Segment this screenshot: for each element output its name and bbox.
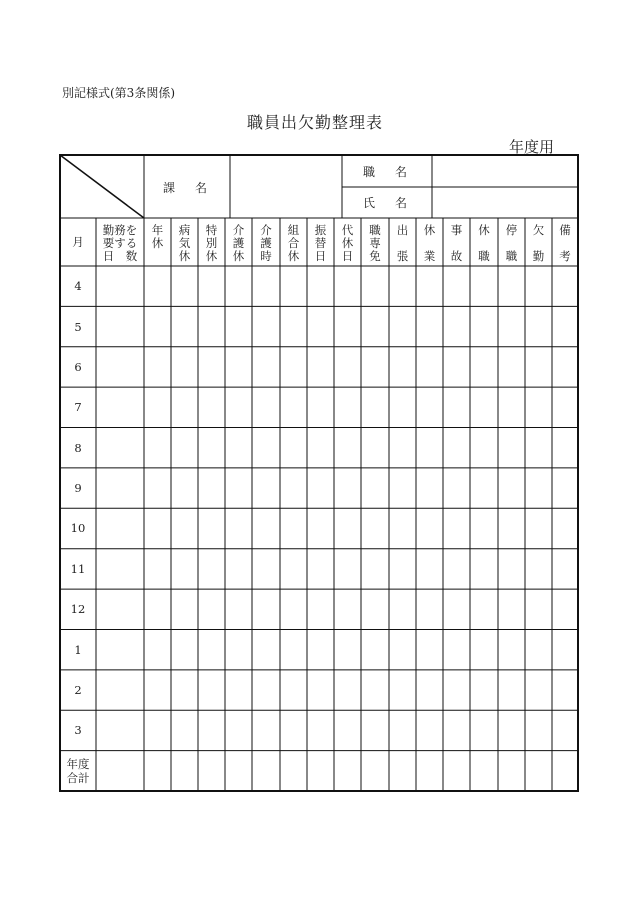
- table-cell-sick-leave[interactable]: [171, 549, 198, 589]
- table-cell-care-hours[interactable]: [252, 428, 280, 468]
- table-cell-care-leave[interactable]: [225, 670, 252, 710]
- table-cell-special-leave[interactable]: [198, 589, 225, 629]
- month-row-label: 9: [74, 481, 82, 496]
- table-cell-sick-leave[interactable]: [171, 508, 198, 548]
- table-cell-absence[interactable]: [525, 549, 552, 589]
- table-cell-annual-leave[interactable]: [144, 508, 171, 548]
- table-cell-transfer-day[interactable]: [307, 508, 334, 548]
- table-cell-leave-of-absence[interactable]: [470, 710, 498, 750]
- table-cell-suspension[interactable]: [498, 589, 525, 629]
- column-header-text: 停 職: [505, 223, 518, 263]
- table-cell-required-days[interactable]: [96, 306, 144, 346]
- table-cell-required-days[interactable]: [96, 629, 144, 669]
- table-cell-suspension[interactable]: [498, 508, 525, 548]
- table-cell-remarks[interactable]: [552, 266, 578, 306]
- table-cell-care-leave[interactable]: [225, 751, 252, 791]
- table-cell-sick-leave[interactable]: [171, 428, 198, 468]
- column-header-business-trip: [389, 218, 416, 266]
- table-cell-required-days[interactable]: [96, 589, 144, 629]
- table-cell-leave-of-absence[interactable]: [470, 670, 498, 710]
- table-cell-absence[interactable]: [525, 347, 552, 387]
- table-cell-union-leave[interactable]: [280, 428, 307, 468]
- table-cell-transfer-day[interactable]: [307, 629, 334, 669]
- table-cell-remarks[interactable]: [552, 589, 578, 629]
- table-cell-care-hours[interactable]: [252, 629, 280, 669]
- table-cell-union-leave[interactable]: [280, 508, 307, 548]
- table-cell-business-trip[interactable]: [389, 266, 416, 306]
- table-cell-transfer-day[interactable]: [307, 710, 334, 750]
- table-cell-union-leave[interactable]: [280, 266, 307, 306]
- table-cell-care-hours[interactable]: [252, 670, 280, 710]
- table-cell-remarks[interactable]: [552, 670, 578, 710]
- name-value-field[interactable]: [432, 187, 578, 218]
- column-header-suspension: [498, 218, 525, 266]
- column-header-text: 月: [72, 234, 84, 249]
- column-header-text: 休 業: [423, 223, 436, 263]
- table-cell-required-days[interactable]: [96, 468, 144, 508]
- table-cell-leave-of-absence[interactable]: [470, 629, 498, 669]
- table-cell-suspended-work[interactable]: [416, 468, 443, 508]
- table-cell-sick-leave[interactable]: [171, 751, 198, 791]
- column-header-text: 備 考: [559, 223, 571, 263]
- table-cell-transfer-day[interactable]: [307, 468, 334, 508]
- table-cell-special-leave[interactable]: [198, 468, 225, 508]
- column-header-accident: [443, 218, 470, 266]
- column-header-text: 介 護 時: [260, 223, 272, 263]
- column-header-text: 出 張: [396, 223, 409, 263]
- table-cell-leave-of-absence[interactable]: [470, 549, 498, 589]
- column-header-absence: [525, 218, 552, 266]
- column-header-leave-of-absence: [470, 218, 498, 266]
- table-cell-duty-exempt[interactable]: [361, 266, 389, 306]
- table-cell-leave-of-absence[interactable]: [470, 589, 498, 629]
- table-cell-special-leave[interactable]: [198, 670, 225, 710]
- table-cell-duty-exempt[interactable]: [361, 508, 389, 548]
- table-cell-required-days[interactable]: [96, 710, 144, 750]
- table-cell-suspension[interactable]: [498, 629, 525, 669]
- table-cell-substitute-day[interactable]: [334, 428, 361, 468]
- table-cell-care-hours[interactable]: [252, 710, 280, 750]
- table-cell-accident[interactable]: [443, 468, 470, 508]
- table-cell-accident[interactable]: [443, 670, 470, 710]
- column-header-care-leave: [225, 218, 252, 266]
- table-cell-suspended-work[interactable]: [416, 306, 443, 346]
- month-row-label: 10: [70, 521, 86, 536]
- table-cell-duty-exempt[interactable]: [361, 428, 389, 468]
- table-cell-required-days[interactable]: [96, 387, 144, 427]
- table-cell-suspended-work[interactable]: [416, 629, 443, 669]
- table-cell-required-days[interactable]: [96, 428, 144, 468]
- name-label: 氏 名: [362, 196, 411, 210]
- table-cell-absence[interactable]: [525, 751, 552, 791]
- table-cell-absence[interactable]: [525, 629, 552, 669]
- table-cell-transfer-day[interactable]: [307, 306, 334, 346]
- table-cell-care-leave[interactable]: [225, 428, 252, 468]
- table-cell-union-leave[interactable]: [280, 387, 307, 427]
- table-cell-absence[interactable]: [525, 306, 552, 346]
- table-cell-suspension[interactable]: [498, 266, 525, 306]
- table-cell-suspended-work[interactable]: [416, 387, 443, 427]
- column-header-text: 勤務を 要する 日 数: [102, 223, 138, 263]
- table-cell-care-hours[interactable]: [252, 508, 280, 548]
- table-cell-suspended-work[interactable]: [416, 710, 443, 750]
- table-cell-business-trip[interactable]: [389, 428, 416, 468]
- table-cell-suspended-work[interactable]: [416, 549, 443, 589]
- column-header-text: 病 気 休: [178, 223, 191, 263]
- table-cell-required-days[interactable]: [96, 751, 144, 791]
- table-cell-absence[interactable]: [525, 670, 552, 710]
- table-cell-care-leave[interactable]: [225, 347, 252, 387]
- column-header-text: 欠 勤: [532, 223, 545, 263]
- table-cell-leave-of-absence[interactable]: [470, 347, 498, 387]
- table-cell-substitute-day[interactable]: [334, 751, 361, 791]
- table-cell-care-hours[interactable]: [252, 306, 280, 346]
- table-cell-remarks[interactable]: [552, 428, 578, 468]
- table-cell-substitute-day[interactable]: [334, 629, 361, 669]
- table-cell-leave-of-absence[interactable]: [470, 751, 498, 791]
- month-row-label: 11: [70, 561, 86, 576]
- table-cell-substitute-day[interactable]: [334, 710, 361, 750]
- table-cell-transfer-day[interactable]: [307, 751, 334, 791]
- column-header-required-days: [96, 218, 144, 266]
- table-cell-business-trip[interactable]: [389, 589, 416, 629]
- column-header-text: 特 別 休: [205, 223, 218, 263]
- table-cell-suspension[interactable]: [498, 710, 525, 750]
- table-cell-care-leave[interactable]: [225, 629, 252, 669]
- table-cell-absence[interactable]: [525, 710, 552, 750]
- column-header-transfer-day: [307, 218, 334, 266]
- table-cell-suspension[interactable]: [498, 347, 525, 387]
- table-cell-business-trip[interactable]: [389, 710, 416, 750]
- diagonal-line: [60, 155, 144, 218]
- table-cell-annual-leave[interactable]: [144, 428, 171, 468]
- table-cell-substitute-day[interactable]: [334, 387, 361, 427]
- column-header-text: 振 替 日: [314, 223, 327, 263]
- table-cell-sick-leave[interactable]: [171, 347, 198, 387]
- table-cell-accident[interactable]: [443, 589, 470, 629]
- column-header-annual-leave: [144, 218, 171, 266]
- month-row-label: 1: [74, 642, 82, 657]
- table-cell-substitute-day[interactable]: [334, 306, 361, 346]
- column-header-remarks: [552, 218, 578, 266]
- table-cell-suspension[interactable]: [498, 751, 525, 791]
- table-cell-care-hours[interactable]: [252, 387, 280, 427]
- table-cell-duty-exempt[interactable]: [361, 468, 389, 508]
- month-row-label: 年度 合計: [66, 756, 90, 785]
- table-cell-suspended-work[interactable]: [416, 508, 443, 548]
- column-header-care-hours: [252, 218, 280, 266]
- table-cell-suspended-work[interactable]: [416, 670, 443, 710]
- table-cell-transfer-day[interactable]: [307, 387, 334, 427]
- table-cell-accident[interactable]: [443, 306, 470, 346]
- year-use-label: 年度用: [508, 138, 554, 156]
- table-cell-accident[interactable]: [443, 549, 470, 589]
- table-cell-suspended-work[interactable]: [416, 589, 443, 629]
- table-cell-remarks[interactable]: [552, 468, 578, 508]
- table-cell-suspension[interactable]: [498, 428, 525, 468]
- table-cell-sick-leave[interactable]: [171, 387, 198, 427]
- table-cell-substitute-day[interactable]: [334, 266, 361, 306]
- table-cell-suspension[interactable]: [498, 387, 525, 427]
- table-cell-remarks[interactable]: [552, 549, 578, 589]
- table-cell-special-leave[interactable]: [198, 387, 225, 427]
- table-cell-business-trip[interactable]: [389, 387, 416, 427]
- table-cell-required-days[interactable]: [96, 549, 144, 589]
- table-cell-union-leave[interactable]: [280, 347, 307, 387]
- table-cell-care-hours[interactable]: [252, 347, 280, 387]
- section-label: 課 名: [162, 180, 211, 195]
- table-cell-union-leave[interactable]: [280, 468, 307, 508]
- table-cell-annual-leave[interactable]: [144, 670, 171, 710]
- document-title: 職員出欠勤整理表: [246, 113, 383, 132]
- position-label: 職 名: [362, 165, 411, 179]
- table-cell-union-leave[interactable]: [280, 751, 307, 791]
- table-cell-transfer-day[interactable]: [307, 266, 334, 306]
- column-header-sick-leave: [171, 218, 198, 266]
- table-cell-suspended-work[interactable]: [416, 751, 443, 791]
- table-cell-duty-exempt[interactable]: [361, 306, 389, 346]
- table-cell-accident[interactable]: [443, 751, 470, 791]
- column-header-text: 休 職: [478, 223, 490, 263]
- table-cell-special-leave[interactable]: [198, 710, 225, 750]
- table-cell-remarks[interactable]: [552, 387, 578, 427]
- column-header-text: 年 休: [151, 223, 164, 250]
- table-cell-remarks[interactable]: [552, 347, 578, 387]
- form-label: 別記様式(第3条関係): [62, 86, 175, 100]
- table-cell-duty-exempt[interactable]: [361, 710, 389, 750]
- table-cell-duty-exempt[interactable]: [361, 549, 389, 589]
- table-cell-care-leave[interactable]: [225, 549, 252, 589]
- table-cell-care-hours[interactable]: [252, 468, 280, 508]
- table-cell-duty-exempt[interactable]: [361, 387, 389, 427]
- table-cell-absence[interactable]: [525, 428, 552, 468]
- table-cell-annual-leave[interactable]: [144, 751, 171, 791]
- table-cell-annual-leave[interactable]: [144, 347, 171, 387]
- table-cell-union-leave[interactable]: [280, 670, 307, 710]
- table-cell-duty-exempt[interactable]: [361, 629, 389, 669]
- table-cell-transfer-day[interactable]: [307, 589, 334, 629]
- table-cell-remarks[interactable]: [552, 629, 578, 669]
- table-cell-leave-of-absence[interactable]: [470, 306, 498, 346]
- table-cell-annual-leave[interactable]: [144, 589, 171, 629]
- table-cell-substitute-day[interactable]: [334, 549, 361, 589]
- table-cell-care-leave[interactable]: [225, 306, 252, 346]
- table-cell-special-leave[interactable]: [198, 751, 225, 791]
- table-cell-transfer-day[interactable]: [307, 428, 334, 468]
- month-row-label: 2: [74, 683, 82, 698]
- column-header-text: 代 休 日: [341, 223, 354, 263]
- table-cell-suspension[interactable]: [498, 306, 525, 346]
- table-cell-duty-exempt[interactable]: [361, 670, 389, 710]
- month-row-label: 8: [74, 440, 82, 455]
- column-header-month: [60, 218, 96, 266]
- table-cell-required-days[interactable]: [96, 347, 144, 387]
- table-cell-business-trip[interactable]: [389, 468, 416, 508]
- table-cell-care-leave[interactable]: [225, 387, 252, 427]
- table-cell-duty-exempt[interactable]: [361, 751, 389, 791]
- table-cell-care-hours[interactable]: [252, 549, 280, 589]
- table-cell-absence[interactable]: [525, 589, 552, 629]
- table-cell-care-hours[interactable]: [252, 266, 280, 306]
- table-cell-required-days[interactable]: [96, 266, 144, 306]
- table-cell-accident[interactable]: [443, 508, 470, 548]
- table-cell-care-leave[interactable]: [225, 468, 252, 508]
- column-header-text: 介 護 休: [232, 223, 245, 263]
- month-row-label: 4: [74, 279, 82, 294]
- table-cell-suspended-work[interactable]: [416, 428, 443, 468]
- table-cell-sick-leave[interactable]: [171, 670, 198, 710]
- table-cell-care-hours[interactable]: [252, 751, 280, 791]
- table-cell-annual-leave[interactable]: [144, 629, 171, 669]
- table-cell-business-trip[interactable]: [389, 347, 416, 387]
- table-cell-business-trip[interactable]: [389, 751, 416, 791]
- month-row-label: 7: [74, 400, 82, 415]
- table-cell-annual-leave[interactable]: [144, 306, 171, 346]
- month-row-label: 6: [74, 359, 82, 374]
- table-cell-union-leave[interactable]: [280, 306, 307, 346]
- table-cell-suspension[interactable]: [498, 670, 525, 710]
- table-cell-suspended-work[interactable]: [416, 347, 443, 387]
- column-header-text: 事 故: [450, 223, 463, 263]
- table-cell-business-trip[interactable]: [389, 670, 416, 710]
- table-cell-accident[interactable]: [443, 629, 470, 669]
- table-cell-required-days[interactable]: [96, 508, 144, 548]
- column-header-suspended-work: [416, 218, 443, 266]
- table-cell-union-leave[interactable]: [280, 629, 307, 669]
- month-row-label: 12: [70, 602, 86, 617]
- table-cell-duty-exempt[interactable]: [361, 347, 389, 387]
- table-cell-special-leave[interactable]: [198, 266, 225, 306]
- table-cell-care-leave[interactable]: [225, 589, 252, 629]
- table-cell-sick-leave[interactable]: [171, 589, 198, 629]
- table-cell-annual-leave[interactable]: [144, 549, 171, 589]
- table-cell-leave-of-absence[interactable]: [470, 266, 498, 306]
- table-cell-absence[interactable]: [525, 266, 552, 306]
- table-cell-special-leave[interactable]: [198, 347, 225, 387]
- table-cell-annual-leave[interactable]: [144, 266, 171, 306]
- table-cell-remarks[interactable]: [552, 710, 578, 750]
- table-cell-sick-leave[interactable]: [171, 306, 198, 346]
- table-cell-union-leave[interactable]: [280, 549, 307, 589]
- table-cell-suspended-work[interactable]: [416, 266, 443, 306]
- column-header-text: 組 合 休: [287, 223, 300, 263]
- table-cell-annual-leave[interactable]: [144, 387, 171, 427]
- table-cell-business-trip[interactable]: [389, 549, 416, 589]
- table-cell-sick-leave[interactable]: [171, 710, 198, 750]
- table-cell-substitute-day[interactable]: [334, 589, 361, 629]
- table-cell-suspension[interactable]: [498, 468, 525, 508]
- table-cell-special-leave[interactable]: [198, 549, 225, 589]
- table-cell-annual-leave[interactable]: [144, 710, 171, 750]
- table-cell-business-trip[interactable]: [389, 306, 416, 346]
- table-cell-accident[interactable]: [443, 347, 470, 387]
- table-cell-business-trip[interactable]: [389, 629, 416, 669]
- table-cell-leave-of-absence[interactable]: [470, 428, 498, 468]
- table-cell-sick-leave[interactable]: [171, 629, 198, 669]
- month-row-label: 5: [74, 319, 82, 334]
- table-cell-required-days[interactable]: [96, 670, 144, 710]
- table-cell-sick-leave[interactable]: [171, 266, 198, 306]
- table-cell-accident[interactable]: [443, 710, 470, 750]
- table-cell-union-leave[interactable]: [280, 710, 307, 750]
- column-header-substitute-day: [334, 218, 361, 266]
- table-cell-care-leave[interactable]: [225, 710, 252, 750]
- table-cell-accident[interactable]: [443, 428, 470, 468]
- table-cell-special-leave[interactable]: [198, 508, 225, 548]
- table-cell-remarks[interactable]: [552, 508, 578, 548]
- table-cell-suspension[interactable]: [498, 549, 525, 589]
- table-cell-remarks[interactable]: [552, 306, 578, 346]
- table-cell-care-leave[interactable]: [225, 508, 252, 548]
- table-cell-care-hours[interactable]: [252, 589, 280, 629]
- table-cell-duty-exempt[interactable]: [361, 589, 389, 629]
- column-header-text: 職 専 免: [369, 223, 381, 263]
- table-cell-substitute-day[interactable]: [334, 468, 361, 508]
- table-cell-accident[interactable]: [443, 387, 470, 427]
- table-cell-transfer-day[interactable]: [307, 549, 334, 589]
- column-header-duty-exempt: [361, 218, 389, 266]
- table-cell-sick-leave[interactable]: [171, 468, 198, 508]
- table-cell-substitute-day[interactable]: [334, 508, 361, 548]
- column-header-union-leave: [280, 218, 307, 266]
- table-cell-substitute-day[interactable]: [334, 670, 361, 710]
- table-cell-leave-of-absence[interactable]: [470, 508, 498, 548]
- month-row-label: 3: [74, 723, 82, 738]
- table-cell-leave-of-absence[interactable]: [470, 468, 498, 508]
- table-cell-special-leave[interactable]: [198, 306, 225, 346]
- table-cell-remarks[interactable]: [552, 751, 578, 791]
- table-cell-annual-leave[interactable]: [144, 468, 171, 508]
- table-cell-transfer-day[interactable]: [307, 670, 334, 710]
- table-cell-absence[interactable]: [525, 387, 552, 427]
- table-cell-absence[interactable]: [525, 508, 552, 548]
- table-cell-leave-of-absence[interactable]: [470, 387, 498, 427]
- section-value-field[interactable]: [230, 156, 342, 218]
- table-cell-union-leave[interactable]: [280, 589, 307, 629]
- table-cell-care-leave[interactable]: [225, 266, 252, 306]
- position-value-field[interactable]: [432, 156, 578, 187]
- table-cell-absence[interactable]: [525, 468, 552, 508]
- table-cell-special-leave[interactable]: [198, 428, 225, 468]
- table-cell-special-leave[interactable]: [198, 629, 225, 669]
- table-cell-substitute-day[interactable]: [334, 347, 361, 387]
- table-cell-accident[interactable]: [443, 266, 470, 306]
- table-cell-business-trip[interactable]: [389, 508, 416, 548]
- table-cell-transfer-day[interactable]: [307, 347, 334, 387]
- column-header-special-leave: [198, 218, 225, 266]
